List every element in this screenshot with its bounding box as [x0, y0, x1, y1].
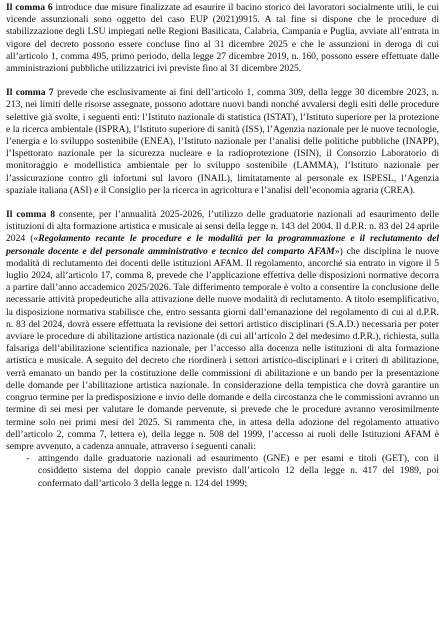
- paragraph-lead: Il comma 8: [6, 209, 56, 221]
- access-channels-list: [6, 453, 439, 490]
- paragraph-text: prevede che esclusivamente ai fini dell’articolo 1, comma 309, della legge 30 dicembre 2023, n. 213, nei limiti delle risorse assegnate, possono adottare nuovi bandi nonché avvalersi degli esiti delle procedure selettive già svolte, i seguenti enti: l’Istituto nazionale di statistica (ISTAT), l’Istituto superiore per la protezione e la ricerca ambientale (ISPRA), l’Istituto superiore di sanità (ISS), l’Agenzia nazionale per le nuove tecnologie, l’energia e lo sviluppo sostenibile (ENEA), l’Istituto nazionale per l’analisi delle politiche pubbliche (INAPP), l’Ispettorato nazionale per la sicurezza nucleare e la radioprotezione (ISIN), il Consorzio Laboratorio di monitoraggio e modellistica ambientale per lo sviluppo sostenibile (LAMMA), l’Istituto nazionale per l’assicurazione contro gli infortuni sul lavoro (INAIL), limitatamente al personale ex ISPESL, l’Agenzia spaziale italiana (ASI) e il Consiglio per la ricerca in agricoltura e l’analisi dell’economia agraria (CREA).: [6, 87, 440, 196]
- list-item: - attingendo dalle graduatorie nazionali ad esaurimento (GNE) e per esami e titoli (GET), con il cosiddetto sistema del doppio canale previsto dall’articolo 12 della legge n. 417 del 1989, poi confermato dall’articolo 3 della legge n. 124 del 1999;: [38, 453, 439, 490]
- paragraph-comma-6: [6, 2, 439, 75]
- paragraph-comma-8: [6, 209, 439, 453]
- paragraph-lead: Il comma 6: [6, 2, 53, 13]
- paragraph-text-continued: ») che disciplina le nuove modalità di reclutamento dei docenti delle istituzioni AFAM. Il regolamento, ancorché sia entrato in vigore il 5 luglio 2024, all’articolo 17, comma 8, prevede che l’applicazione effettiva delle disposizioni normative decorra a partire dall’anno accademico 2025/2026. Tale differimento temporale è volto a consentire la conclusione delle necessarie attività propedeutiche alla attivazione delle nuove modalità di reclutamento. A titolo esemplificativo, la disposizione normativa stabilisce che, entro sessanta giorni dall’emanazione del regolamento di cui al d.P.R. n. 83 del 2024, dovrà essere effettuata la revisione dei settori artistico disciplinari (S.A.D.) necessaria per poter avviare le procedure di abilitazione artistica nazionale (di cui all’articolo 2 del medesimo d.P.R.), richiesta, sulla falsariga dell’abilitazione scientifica nazionale, per l’accesso alla docenza nelle istituzioni di alta formazione artistica e musicale. A seguito del decreto che riordinerà i settori artistico-disciplinari e i criteri di abilitazione, verrà emanato un bando per la costituzione delle commissioni di abilitazione e un bando per la presentazione delle domande per l’abilitazione artistica nazionale. In considerazione della tempistica che dovrà garantire un congruo termine per la predisposizione e invio delle domande e della circostanza che le commissioni avranno un termine di sei mesi per valutare le domande pervenute, si prevede che le procedure avranno verosimilmente termine solo nei primi mesi del 2025. Si rammenta che, in attesa della adozione del regolamento attuativo dell’articolo 2, comma 7, lettera e), della legge n. 508 del 1999, l’accesso ai ruoli delle Istituzioni AFAM è sempre avvenuto, a cadenza annuale, attraverso i seguenti canali:: [6, 245, 439, 452]
- paragraph-text: consente, per l’annualità 2025-2026, l’utilizzo delle graduatorie nazionali ad esaurimento delle istituzioni di alta formazione artistica e musicale ai sensi della legge n. 143 del 2004. Il d.P.R. n. 83 del 24 aprile 2024 («: [6, 209, 440, 245]
- paragraph-text: introduce due misure finalizzate ad esaurire il bacino storico dei lavoratori socialmente utili, le cui vicende assunzionali sono oggetto del caso EUP (2021)9915. A tal fine si dispone che le procedure di stabilizzazione degli LSU impiegati nelle Regioni Basilicata, Calabria, Campania e Puglia, avviate all’entrata in vigore del decreto possono essere concluse fino al 31 dicembre 2025 e che le assunzioni in deroga di cui all’articolo 1, comma 495, primo periodo, della legge 27 dicembre 2019, n. 160, possono essere effettuate dalle amministrazioni pubbliche utilizzatrici ivi previste fino al 31 dicembre 2025.: [6, 2, 439, 75]
- regulation-title: Regolamento recante le procedure e le modalità per la programmazione e il reclutamento del personale docente e del personale amministrativo e tecnico del comparto AFAM: [6, 233, 440, 257]
- paragraph-comma-7: [6, 87, 439, 197]
- paragraph-lead: Il comma 7: [6, 87, 54, 99]
